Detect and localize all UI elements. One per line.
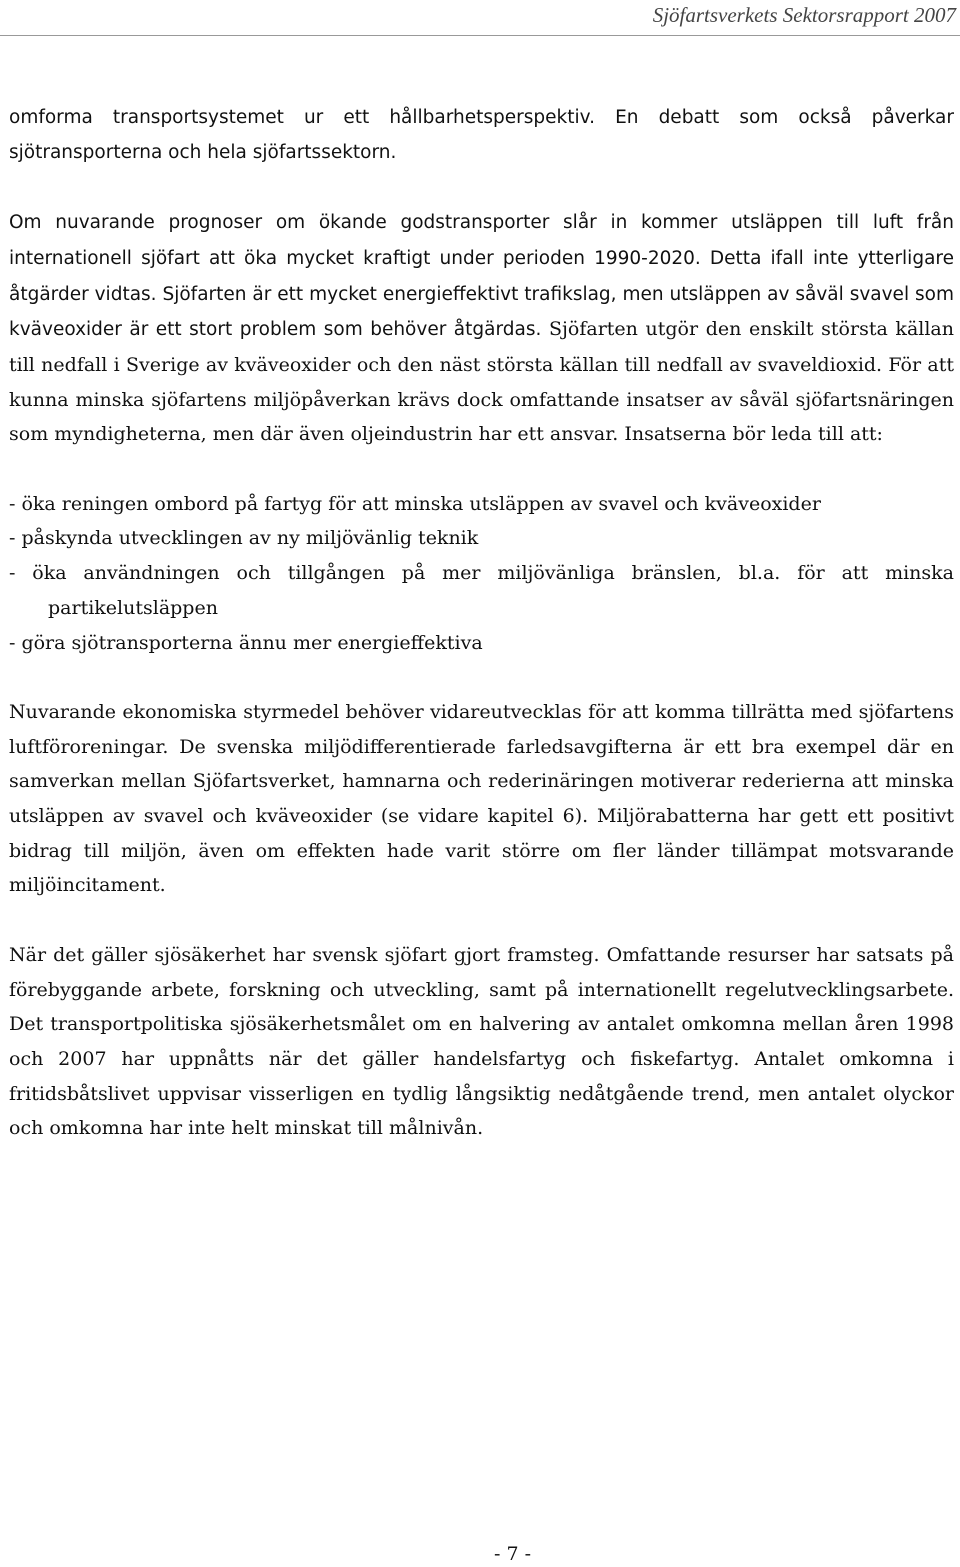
- report-title: Sjöfartsverkets Sektorsrapport 2007: [652, 3, 956, 27]
- paragraph-maritime-safety: När det gäller sjösäkerhet har svensk sjöfart gjort framsteg. Omfattande resurser har satsats på förebyggande arbete, forskning och utveckling, samt på internationellt regelutvecklingsarbete. Det transportpolitiska sjösäkerhetsmålet om en halvering av antalet omkomna mellan åren 1998 och 2007 har uppnåtts när det gäller handelsfartyg och fiskefartyg. Antalet omkomna i fritidsbåtslivet uppvisar visserligen en tydlig långsiktig nedåtgående trend, men antalet olyckor och omkomna har inte helt minskat till målnivån.: [9, 943, 954, 1140]
- header-divider: [0, 35, 960, 36]
- paragraph-emissions-part-2: Sjöfarten utgör den enskilt största källan till nedfall i Sverige av kväveoxider och den näst största källan till nedfall av svaveldioxid. För att kunna minska sjöfartens miljöpåverkan krävs dock omfattande insatser av såväl sjöfartsnäringen som myndigheterna, men där även oljeindustrin har ett ansvar. Insatserna bör leda till att:: [9, 318, 954, 446]
- list-item: - öka användningen och tillgången på mer miljövänliga bränslen, bl.a. för att minska partikelutsläppen: [9, 562, 954, 619]
- document-body: [9, 101, 954, 1146]
- page-number: - 7 -: [493, 1543, 531, 1565]
- list-item: - göra sjötransporterna ännu mer energieffektiva: [9, 631, 483, 654]
- measures-list: [9, 487, 954, 661]
- paragraph-transport-debate: omforma transportsystemet ur ett hållbarhetsperspektiv. En debatt som också påverkar sjötransporterna och hela sjöfartssektorn.: [9, 107, 954, 163]
- list-item: - påskynda utvecklingen av ny miljövänlig teknik: [9, 527, 479, 550]
- list-item: - öka reningen ombord på fartyg för att minska utsläppen av svavel och kväveoxider: [9, 492, 821, 515]
- paragraph-emissions-part-1: Om nuvarande prognoser om ökande godstransporter slår in kommer utsläppen till luft från internationell sjöfart att öka mycket kraftigt under perioden 1990-2020. Detta ifall inte ytterligare åtgärder vidtas. Sjöfarten är ett mycket energieffektivt trafikslag, men utsläppen av såväl svavel som kväveoxider är ett stort problem som behöver åtgärdas.: [9, 212, 954, 341]
- paragraph-emissions: [9, 205, 954, 452]
- page-header: [0, 0, 960, 38]
- paragraph-economic-instruments: Nuvarande ekonomiska styrmedel behöver vidareutvecklas för att komma tillrätta med sjöfartens luftföroreningar. De svenska miljödifferentierade farledsavgifterna är ett bra exempel där en samverkan mellan Sjöfartsverket, hamnarna och rederinäringen motiverar rederierna att minska utsläppen av svavel och kväveoxider (se vidare kapitel 6). Miljörabatterna har gett ett positivt bidrag till miljön, även om effekten hade varit större om fler länder tillämpat motsvarande miljöincitament.: [9, 700, 954, 897]
